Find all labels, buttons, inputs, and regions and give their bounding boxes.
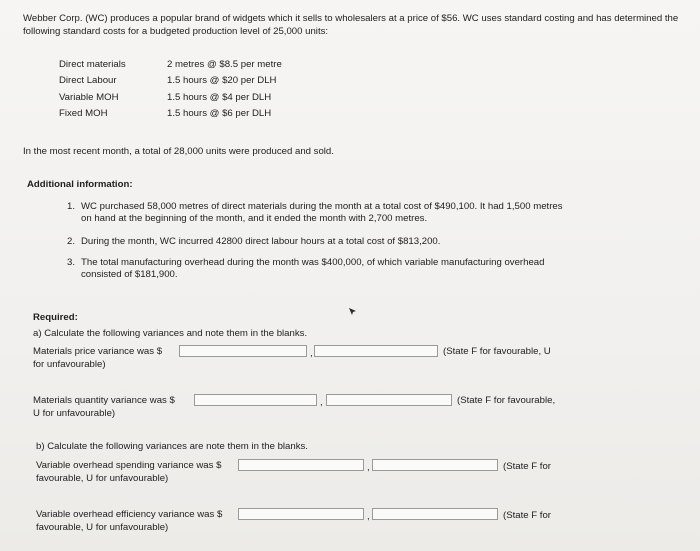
variable-overhead-spending-variance-note: (State F for bbox=[503, 461, 551, 472]
cost-value-fixed-moh: 1.5 hours @ $6 per DLH bbox=[167, 108, 272, 119]
materials-quantity-variance-note: (State F for favourable, bbox=[457, 395, 556, 406]
recent-month-text: In the most recent month, a total of 28,000 units were produced and sold. bbox=[23, 146, 334, 157]
materials-quantity-variance-label: Materials quantity variance was $ bbox=[33, 395, 175, 406]
materials-quantity-variance-note-cont: U for unfavourable) bbox=[33, 408, 116, 419]
comma-separator: , bbox=[320, 397, 323, 408]
variable-overhead-efficiency-variance-fu-input[interactable] bbox=[372, 508, 498, 520]
item-number-1: 1. bbox=[67, 201, 76, 212]
item-text-2: During the month, WC incurred 42800 direct labour hours at a total cost of $813,200. bbox=[81, 236, 441, 247]
materials-quantity-variance-amount-input[interactable] bbox=[194, 394, 317, 406]
cost-value-direct-materials: 2 metres @ $8.5 per metre bbox=[167, 59, 282, 70]
cost-value-direct-labour: 1.5 hours @ $20 per DLH bbox=[167, 75, 277, 86]
variable-overhead-spending-variance-label: Variable overhead spending variance was $ bbox=[36, 460, 222, 471]
variable-overhead-spending-variance-note-cont: favourable, U for unfavourable) bbox=[36, 473, 169, 484]
materials-price-variance-fu-input[interactable] bbox=[314, 345, 438, 357]
variable-overhead-spending-variance-fu-input[interactable] bbox=[372, 459, 498, 471]
cost-label-direct-materials: Direct materials bbox=[59, 59, 126, 70]
intro-paragraph: Webber Corp. (WC) produces a popular brand of widgets which it sells to wholesalers at a price of $56. WC uses standard costing and has determined the following standard costs for a budgeted production level of 25,000 units: bbox=[23, 13, 679, 37]
variable-overhead-efficiency-variance-note-cont: favourable, U for unfavourable) bbox=[36, 522, 169, 533]
variable-overhead-spending-variance-amount-input[interactable] bbox=[238, 459, 364, 471]
item-number-3: 3. bbox=[67, 257, 76, 268]
part-a-instructions: a) Calculate the following variances and note them in the blanks. bbox=[33, 328, 308, 339]
required-heading: Required: bbox=[33, 312, 78, 323]
cost-label-fixed-moh: Fixed MOH bbox=[59, 108, 108, 119]
variable-overhead-efficiency-variance-note: (State F for bbox=[503, 510, 551, 521]
additional-info-heading: Additional information: bbox=[27, 179, 133, 190]
materials-price-variance-note-cont: for unfavourable) bbox=[33, 359, 106, 370]
materials-price-variance-amount-input[interactable] bbox=[179, 345, 307, 357]
comma-separator: , bbox=[310, 348, 313, 359]
materials-price-variance-note: (State F for favourable, U bbox=[443, 346, 551, 357]
mouse-cursor-icon bbox=[348, 307, 358, 319]
item-text-3: The total manufacturing overhead during the month was $400,000, of which variable manufacturing overhead consisted of $181,900. bbox=[81, 257, 545, 280]
cost-label-direct-labour: Direct Labour bbox=[59, 75, 117, 86]
variable-overhead-efficiency-variance-amount-input[interactable] bbox=[238, 508, 364, 520]
cost-value-variable-moh: 1.5 hours @ $4 per DLH bbox=[167, 92, 272, 103]
part-b-instructions: b) Calculate the following variances are note them in the blanks. bbox=[36, 441, 308, 452]
item-text-1: WC purchased 58,000 metres of direct materials during the month at a total cost of $490,100. It had 1,500 metres on hand at the beginning of the month, and it ended the month with 2,700 metres. bbox=[81, 201, 563, 224]
materials-price-variance-label: Materials price variance was $ bbox=[33, 346, 163, 357]
materials-quantity-variance-fu-input[interactable] bbox=[326, 394, 452, 406]
cost-label-variable-moh: Variable MOH bbox=[59, 92, 119, 103]
comma-separator: , bbox=[367, 462, 370, 473]
variable-overhead-efficiency-variance-label: Variable overhead efficiency variance was $ bbox=[36, 509, 223, 520]
item-number-2: 2. bbox=[67, 236, 76, 247]
comma-separator: , bbox=[367, 511, 370, 522]
